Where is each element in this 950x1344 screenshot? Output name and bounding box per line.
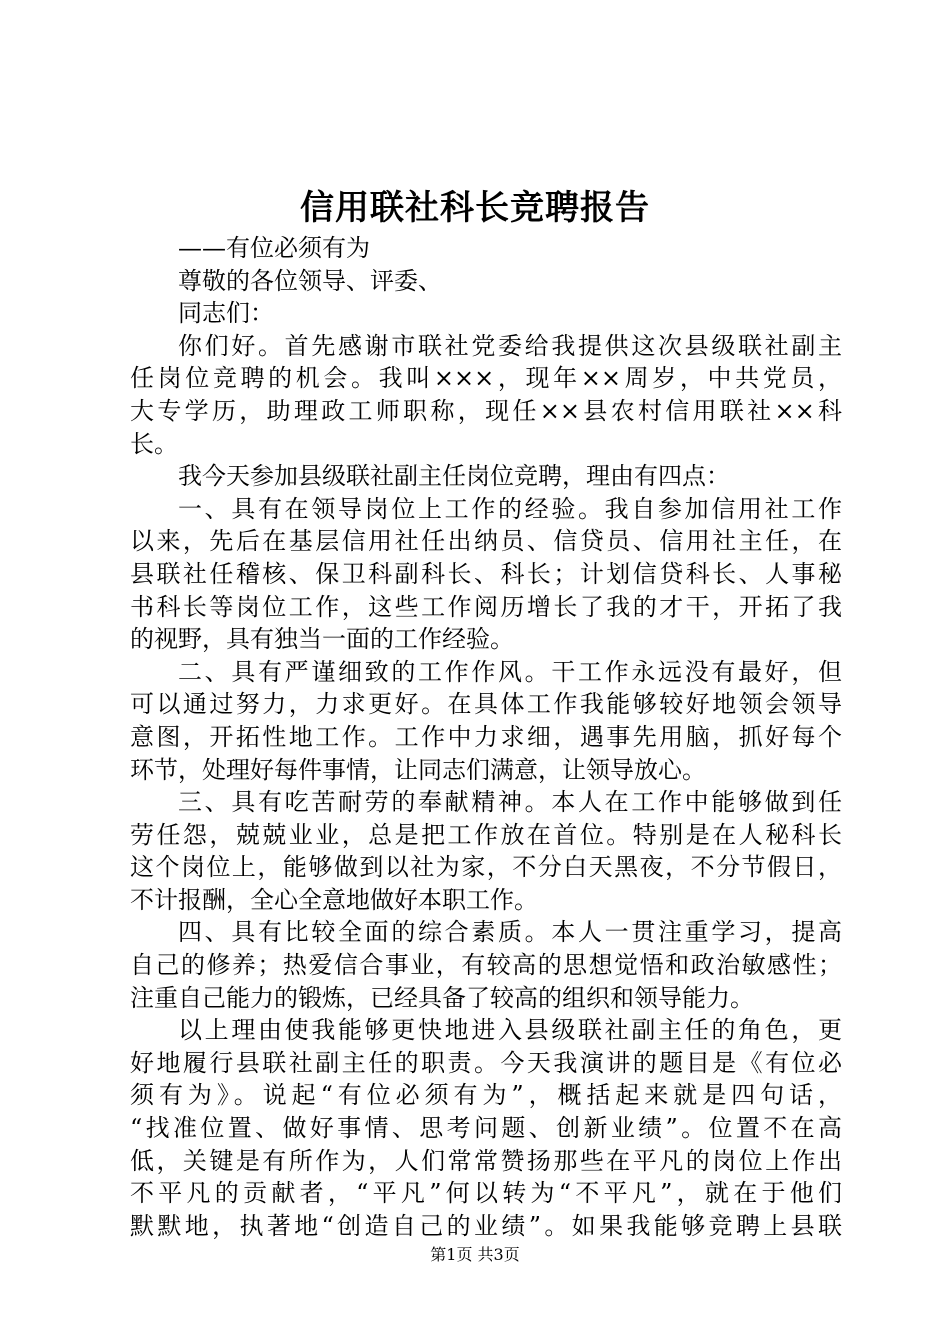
text-line: 任岗位竞聘的机会。我叫×××，现年××周岁，中共党员， [130, 364, 842, 393]
text-line: 低，关键是有所作为，人们常常赞扬那些在平凡的岗位上作出 [130, 1146, 842, 1175]
text-line: 的视野，具有独当一面的工作经验。 [130, 625, 514, 654]
text-line: 县联社任稽核、保卫科副科长、科长；计划信贷科长、人事秘 [130, 559, 842, 588]
text-line: 劳任怨，兢兢业业，总是把工作放在首位。特别是在人秘科长 [130, 820, 842, 849]
text-line: 二、具有严谨细致的工作作风。干工作永远没有最好，但 [178, 657, 842, 686]
page-footer: 第1页 共3页 [430, 1245, 520, 1264]
text-line: 不计报酬，全心全意地做好本职工作。 [130, 885, 538, 914]
text-line: “找准位置、做好事情、思考问题、创新业绩”。位置不在高 [130, 1114, 842, 1143]
text-line: 三、具有吃苦耐劳的奉献精神。本人在工作中能够做到任 [178, 788, 842, 817]
text-line: 书科长等岗位工作，这些工作阅历增长了我的才干，开拓了我 [130, 592, 842, 621]
text-line: 以上理由使我能够更快地进入县级联社副主任的角色，更 [178, 1016, 842, 1045]
text-line: 长。 [130, 429, 178, 458]
document-title: 信用联社科长竞聘报告 [300, 188, 650, 228]
text-line: ——有位必须有为 [178, 234, 370, 262]
document-body [130, 232, 842, 1242]
text-line: 自己的修养；热爱信合事业，有较高的思想觉悟和政治敏感性； [130, 951, 842, 980]
text-line: 默默地，执著地“创造自己的业绩”。如果我能够竞聘上县联 [130, 1211, 842, 1240]
text-line: 好地履行县联社副主任的职责。今天我演讲的题目是《有位必 [130, 1048, 842, 1077]
text-line: 同志们： [178, 299, 274, 328]
text-line: 一、具有在领导岗位上工作的经验。我自参加信用社工作 [178, 494, 842, 523]
text-line: 须有为》。说起“有位必须有为”，概括起来就是四句话， [130, 1081, 842, 1110]
text-line: 我今天参加县级联社副主任岗位竞聘，理由有四点： [178, 462, 730, 491]
text-line: 四、具有比较全面的综合素质。本人一贯注重学习，提高 [178, 918, 842, 947]
text-line: 这个岗位上，能够做到以社为家，不分白天黑夜，不分节假日， [130, 853, 842, 882]
text-line: 环节，处理好每件事情，让同志们满意，让领导放心。 [130, 755, 706, 784]
text-line: 注重自己能力的锻炼，已经具备了较高的组织和领导能力。 [130, 983, 754, 1012]
text-line: 意图，开拓性地工作。工作中力求细，遇事先用脑，抓好每个 [130, 722, 842, 751]
text-line: 尊敬的各位领导、评委、 [178, 266, 442, 295]
text-line: 可以通过努力，力求更好。在具体工作我能够较好地领会领导 [130, 690, 842, 719]
text-line: 以来，先后在基层信用社任出纳员、信贷员、信用社主任，在 [130, 527, 842, 556]
text-line: 大专学历，助理政工师职称，现任××县农村信用联社××科 [130, 396, 842, 425]
text-line: 你们好。首先感谢市联社党委给我提供这次县级联社副主 [178, 331, 842, 360]
text-line: 不平凡的贡献者，“平凡”何以转为“不平凡”，就在于他们 [130, 1179, 842, 1208]
